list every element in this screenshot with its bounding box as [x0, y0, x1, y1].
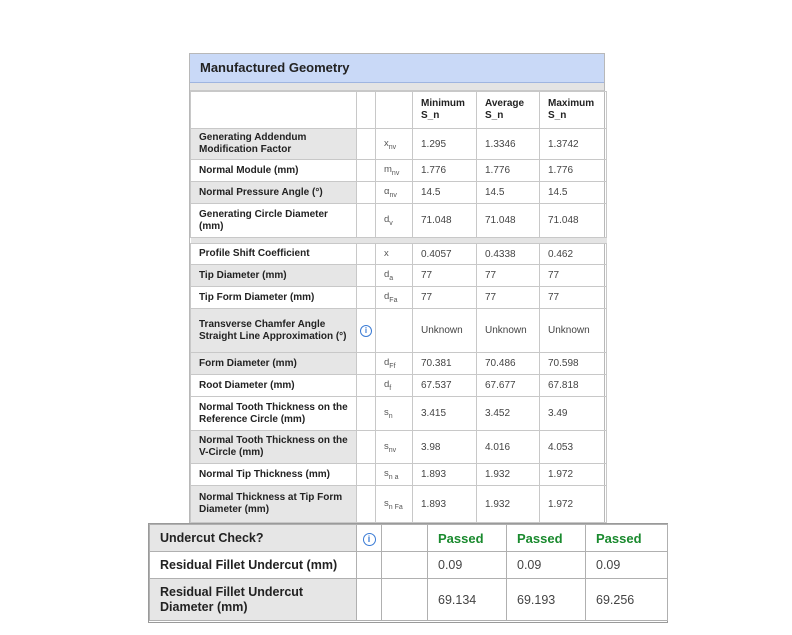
row-label: Generating Circle Diameter (mm): [191, 204, 357, 238]
value-avg: 0.09: [507, 552, 586, 579]
undercut-max-status: Passed: [586, 525, 668, 552]
row-label: Generating Addendum Modification Factor: [191, 129, 357, 160]
value-avg: 14.5: [477, 182, 540, 204]
info-cell: [357, 464, 376, 486]
value-max: 67.818: [540, 375, 607, 397]
header-average: Average S_n: [477, 92, 540, 129]
symbol-subscript: n: [388, 412, 393, 420]
symbol: s: [384, 407, 389, 419]
value-min: 69.134: [428, 579, 507, 621]
info-cell: [357, 160, 376, 182]
value-max: 69.256: [586, 579, 668, 621]
value-min: 70.381: [413, 353, 477, 375]
row-label: Normal Tooth Thickness on the V-Circle (mm): [191, 431, 357, 464]
symbol-cell: [376, 375, 413, 397]
symbol-cell: [376, 431, 413, 464]
geometry-row: [191, 353, 607, 375]
info-cell: [357, 486, 376, 523]
row-label: Normal Pressure Angle (°): [191, 182, 357, 204]
symbol-cell: [376, 244, 413, 265]
symbol-cell: [376, 160, 413, 182]
value-max: 71.048: [540, 204, 607, 238]
symbol: m: [384, 164, 392, 176]
value-avg: Unknown: [477, 309, 540, 353]
value-avg: 0.4338: [477, 244, 540, 265]
geometry-row: [191, 309, 607, 353]
value-min: 0.4057: [413, 244, 477, 265]
symbol-cell: [382, 552, 428, 579]
value-avg: 1.776: [477, 160, 540, 182]
header-maximum: Maximum S_n: [540, 92, 607, 129]
residual-fillet-undercut-row: [150, 552, 668, 579]
symbol-cell: [376, 486, 413, 523]
value-min: 3.98: [413, 431, 477, 464]
symbol: d: [384, 214, 390, 226]
value-max: 0.462: [540, 244, 607, 265]
row-label: Tip Diameter (mm): [191, 265, 357, 287]
undercut-info-cell: [357, 525, 382, 552]
value-max: Unknown: [540, 309, 607, 353]
value-max: 77: [540, 265, 607, 287]
row-label: Normal Thickness at Tip Form Diameter (mm): [191, 486, 357, 523]
info-cell: [357, 552, 382, 579]
value-min: 1.776: [413, 160, 477, 182]
geometry-row: [191, 287, 607, 309]
symbol-subscript: n Fa: [388, 503, 403, 511]
value-max: 1.776: [540, 160, 607, 182]
symbol: x: [384, 137, 389, 149]
value-min: 67.537: [413, 375, 477, 397]
value-avg: 1.932: [477, 464, 540, 486]
panel-title: Manufactured Geometry: [190, 54, 604, 83]
info-cell: [357, 182, 376, 204]
geometry-row: [191, 431, 607, 464]
row-label: Transverse Chamfer Angle Straight Line Approximation (°): [191, 309, 357, 353]
value-avg: 3.452: [477, 397, 540, 431]
symbol: x: [384, 247, 389, 259]
undercut-avg-status: Passed: [507, 525, 586, 552]
symbol: s: [384, 468, 389, 480]
info-cell: [357, 579, 382, 621]
geometry-row: [191, 486, 607, 523]
value-max: 4.053: [540, 431, 607, 464]
value-min: Unknown: [413, 309, 477, 353]
value-avg: 70.486: [477, 353, 540, 375]
symbol-cell: [376, 397, 413, 431]
info-cell: [357, 244, 376, 265]
value-min: 77: [413, 265, 477, 287]
info-cell: [357, 431, 376, 464]
info-icon[interactable]: i: [360, 325, 372, 337]
symbol-cell: [376, 287, 413, 309]
manufactured-geometry-panel: [189, 53, 605, 523]
value-max: 0.09: [586, 552, 668, 579]
undercut-check-row: [150, 525, 668, 552]
row-label: Form Diameter (mm): [191, 353, 357, 375]
symbol-cell: [376, 265, 413, 287]
info-icon[interactable]: i: [363, 533, 376, 546]
value-min: 1.893: [413, 486, 477, 523]
symbol-subscript: Ff: [389, 362, 396, 370]
row-label: Tip Form Diameter (mm): [191, 287, 357, 309]
symbol: d: [384, 379, 390, 391]
header-blank: [376, 92, 413, 129]
value-max: 1.972: [540, 486, 607, 523]
symbol-subscript: nv: [388, 446, 397, 454]
symbol: α: [384, 186, 390, 198]
geometry-row: [191, 204, 607, 238]
info-cell: [357, 204, 376, 238]
geometry-row: [191, 129, 607, 160]
divider: [190, 83, 604, 91]
value-avg: 4.016: [477, 431, 540, 464]
symbol-subscript: n a: [388, 473, 399, 481]
symbol: s: [384, 497, 389, 509]
info-cell: [357, 287, 376, 309]
symbol-cell: [382, 579, 428, 621]
geometry-row: [191, 375, 607, 397]
symbol: d: [384, 269, 390, 281]
symbol-cell: [376, 182, 413, 204]
symbol: s: [384, 440, 389, 452]
geometry-row: [191, 464, 607, 486]
symbol-cell: [376, 464, 413, 486]
value-avg: 69.193: [507, 579, 586, 621]
info-cell: [357, 309, 376, 353]
value-min: 14.5: [413, 182, 477, 204]
value-max: 1.3742: [540, 129, 607, 160]
geometry-row: [191, 182, 607, 204]
value-avg: 67.677: [477, 375, 540, 397]
row-label: Profile Shift Coefficient: [191, 244, 357, 265]
symbol-cell: [376, 129, 413, 160]
geometry-row: [191, 244, 607, 265]
value-min: 0.09: [428, 552, 507, 579]
symbol-cell: [376, 309, 413, 353]
geometry-row: [191, 397, 607, 431]
undercut-min-status: Passed: [428, 525, 507, 552]
value-max: 77: [540, 287, 607, 309]
value-min: 77: [413, 287, 477, 309]
symbol-cell: [382, 525, 428, 552]
symbol-subscript: nv: [389, 191, 397, 199]
symbol: d: [384, 291, 390, 303]
value-min: 1.893: [413, 464, 477, 486]
symbol: d: [384, 357, 390, 369]
geometry-row: [191, 160, 607, 182]
value-min: 71.048: [413, 204, 477, 238]
value-avg: 77: [477, 287, 540, 309]
header-minimum: Minimum S_n: [413, 92, 477, 129]
symbol-subscript: f: [389, 384, 392, 392]
symbol-cell: [376, 204, 413, 238]
value-max: 3.49: [540, 397, 607, 431]
row-label: Root Diameter (mm): [191, 375, 357, 397]
header-blank: [191, 92, 357, 129]
value-avg: 1.932: [477, 486, 540, 523]
header-blank: [357, 92, 376, 129]
symbol-subscript: v: [389, 219, 393, 227]
undercut-check-label: Undercut Check?: [150, 525, 357, 552]
info-cell: [357, 353, 376, 375]
row-label: Normal Module (mm): [191, 160, 357, 182]
geometry-row: [191, 265, 607, 287]
value-avg: 1.3346: [477, 129, 540, 160]
info-cell: [357, 397, 376, 431]
undercut-table: [149, 524, 668, 621]
info-cell: [357, 375, 376, 397]
value-max: 70.598: [540, 353, 607, 375]
symbol-cell: [376, 353, 413, 375]
info-cell: [357, 129, 376, 160]
row-label: Normal Tip Thickness (mm): [191, 464, 357, 486]
row-label: Residual Fillet Undercut (mm): [150, 552, 357, 579]
value-max: 1.972: [540, 464, 607, 486]
residual-fillet-undercut-diameter-row: [150, 579, 668, 621]
value-min: 1.295: [413, 129, 477, 160]
value-min: 3.415: [413, 397, 477, 431]
value-max: 14.5: [540, 182, 607, 204]
info-cell: [357, 265, 376, 287]
row-label: Residual Fillet Undercut Diameter (mm): [150, 579, 357, 621]
geometry-table: [190, 91, 607, 523]
symbol-subscript: a: [389, 274, 394, 282]
symbol-subscript: nv: [391, 169, 400, 177]
value-avg: 71.048: [477, 204, 540, 238]
symbol-subscript: Fa: [389, 296, 398, 304]
row-label: Normal Tooth Thickness on the Reference Circle (mm): [191, 397, 357, 431]
undercut-section: [148, 523, 668, 623]
symbol-subscript: nv: [388, 143, 397, 151]
header-row: [191, 92, 607, 129]
value-avg: 77: [477, 265, 540, 287]
